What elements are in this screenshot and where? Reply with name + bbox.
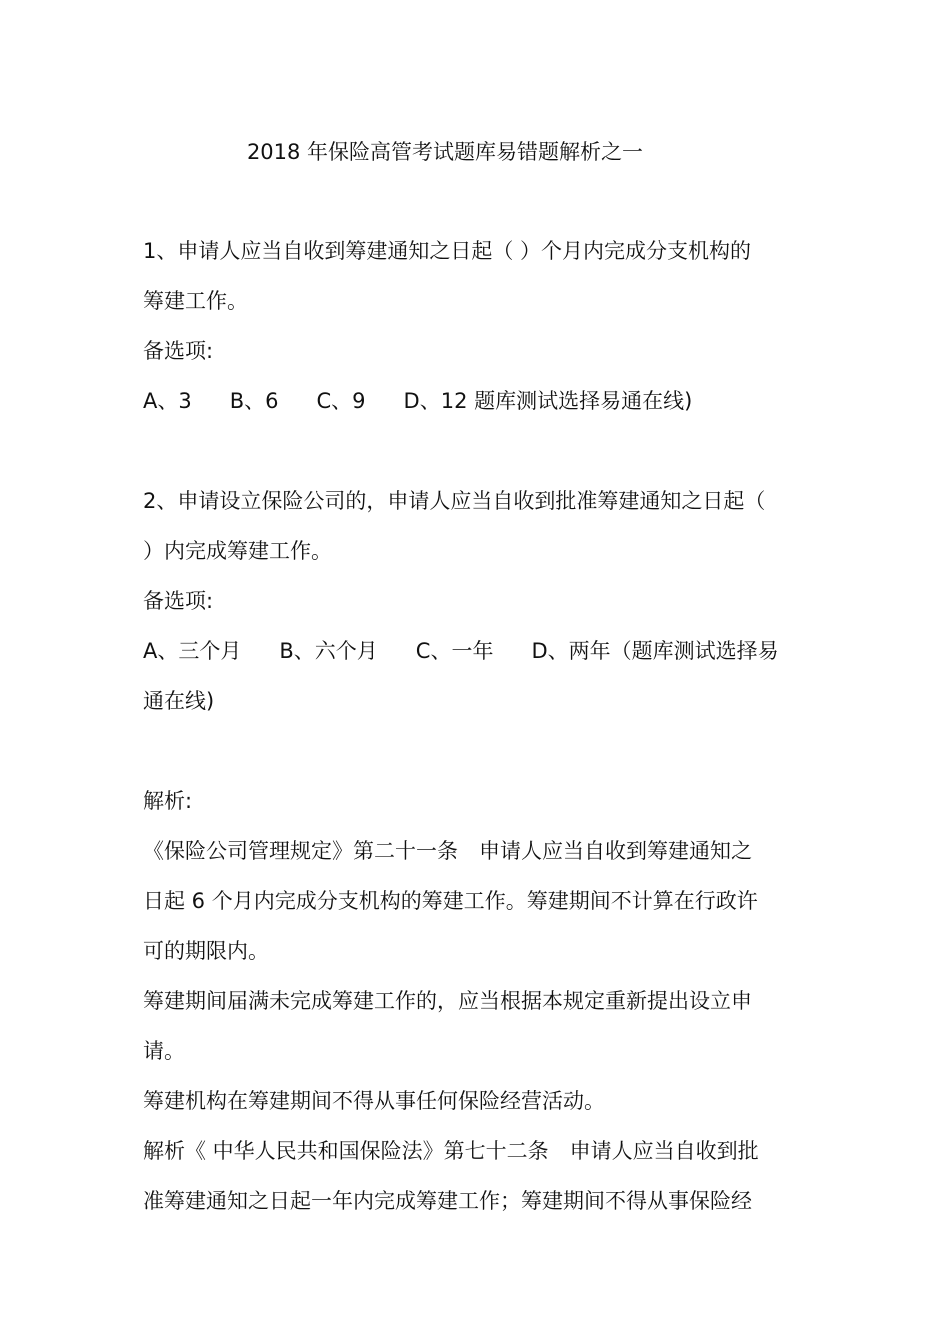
q1-stem-line-1: 1、申请人应当自收到筹建通知之日起（ ）个月内完成分支机构的 bbox=[143, 239, 752, 263]
q1-options-label: 备选项: bbox=[143, 339, 214, 363]
q2-options-label: 备选项: bbox=[143, 589, 214, 613]
analysis-line: 日起 6 个月内完成分支机构的筹建工作。筹建期间不计算在行政许 bbox=[143, 889, 758, 913]
analysis-line: 筹建机构在筹建期间不得从事任何保险经营活动。 bbox=[143, 1089, 605, 1113]
q1-option-d: D、12 题库测试选择易通在线) bbox=[403, 389, 693, 413]
document-title: 2018 年保险高管考试题库易错题解析之一 bbox=[246, 140, 644, 164]
analysis-line: 准筹建通知之日起一年内完成筹建工作；筹建期间不得从事保险经 bbox=[143, 1189, 752, 1213]
q2-option-b: B、六个月 bbox=[279, 639, 378, 663]
analysis-line: 《保险公司管理规定》第二十一条 申请人应当自收到筹建通知之 bbox=[143, 839, 752, 863]
q1-option-b: B、6 bbox=[229, 389, 279, 413]
q1-option-c: C、9 bbox=[316, 389, 366, 413]
q2-options bbox=[143, 636, 779, 666]
q2-options-wrap: 通在线) bbox=[143, 689, 215, 713]
q2-option-c: C、一年 bbox=[415, 639, 494, 663]
analysis-line: 筹建期间届满未完成筹建工作的，应当根据本规定重新提出设立申 bbox=[143, 989, 752, 1013]
q2-stem-line-1: 2、申请设立保险公司的，申请人应当自收到批准筹建通知之日起（ bbox=[143, 489, 766, 513]
analysis-line: 请。 bbox=[143, 1039, 185, 1063]
q2-option-a: A、三个月 bbox=[143, 639, 242, 663]
analysis-line: 可的期限内。 bbox=[143, 939, 269, 963]
q1-stem-line-2: 筹建工作。 bbox=[143, 289, 248, 313]
analysis-label: 解析: bbox=[143, 789, 193, 813]
q2-stem-line-2: ）内完成筹建工作。 bbox=[143, 539, 332, 563]
q1-options bbox=[143, 386, 692, 416]
analysis-line: 解析《 中华人民共和国保险法》第七十二条 申请人应当自收到批 bbox=[143, 1139, 759, 1163]
q1-option-a: A、3 bbox=[143, 389, 192, 413]
q2-option-d: D、两年（题库测试选择易 bbox=[531, 639, 779, 663]
